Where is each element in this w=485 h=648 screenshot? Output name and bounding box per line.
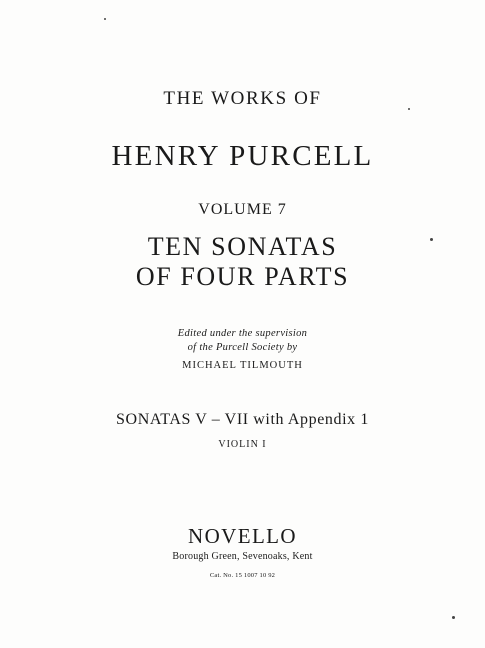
publisher-address: Borough Green, Sevenoaks, Kent [172, 551, 313, 562]
editorial-note-line-2: of the Purcell Society by [187, 342, 298, 353]
instrument-part: VIOLIN I [218, 439, 267, 450]
work-title-line-1: TEN SONATAS [147, 232, 338, 261]
paper-speck [104, 18, 106, 20]
paper-speck [452, 616, 455, 619]
volume-number: VOLUME 7 [198, 201, 287, 218]
composer-name: HENRY PURCELL [111, 140, 374, 172]
editor-name: MICHAEL TILMOUTH [182, 360, 303, 371]
paper-speck [430, 238, 433, 241]
work-title-line-2: OF FOUR PARTS [135, 262, 350, 291]
paper-speck [408, 108, 410, 110]
contents-description: SONATAS V – VII with Appendix 1 [116, 411, 369, 428]
series-heading: THE WORKS OF [163, 88, 322, 109]
editorial-note-line-1: Edited under the supervision [177, 328, 308, 339]
publisher-name: NOVELLO [188, 524, 297, 548]
catalogue-number: Cat. No. 15 1007 10 92 [209, 572, 276, 579]
